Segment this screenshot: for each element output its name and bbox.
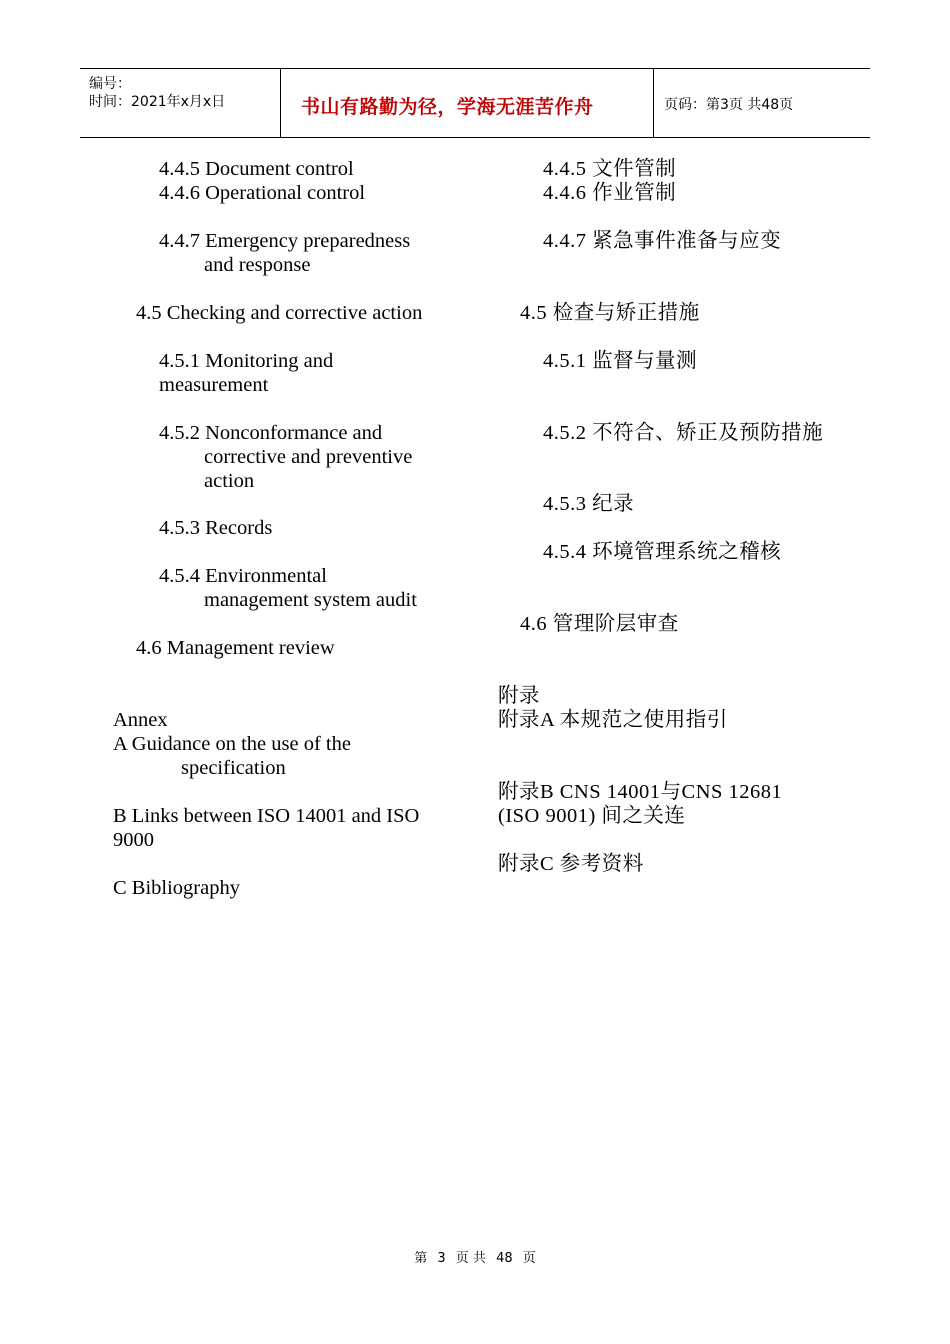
header-motto-cell — [281, 69, 654, 137]
toc-en-4-4-7-line1: 4.4.7 Emergency preparedness — [159, 230, 411, 252]
header-page-cell — [654, 69, 870, 137]
toc-en-4-4-5: 4.4.5 Document control — [159, 158, 354, 180]
toc-zh-4-5-3: 4.5.3 纪录 — [543, 493, 635, 515]
toc-en-4-5-4-line1: 4.5.4 Environmental — [159, 565, 327, 587]
toc-en-annex-c: C Bibliography — [113, 877, 240, 899]
toc-zh-4-4-6: 4.4.6 作业管制 — [543, 182, 677, 204]
toc-en-annex-a-line1: A Guidance on the use of the — [113, 733, 351, 755]
toc-zh-annex: 附录 — [498, 685, 540, 707]
toc-zh-4-5-2: 4.5.2 不符合、矫正及预防措施 — [543, 422, 824, 444]
toc-en-4-4-6: 4.4.6 Operational control — [159, 182, 366, 204]
header-motto: 书山有路勤为径，学海无涯苦作舟 — [301, 96, 594, 118]
toc-en-4-5-2-line2: corrective and preventive — [204, 446, 413, 468]
toc-zh-4-4-5: 4.4.5 文件管制 — [543, 158, 677, 180]
toc-en-annex-a-line2: specification — [181, 757, 286, 779]
footer-page-suffix: 页 — [522, 1251, 536, 1266]
toc-zh-annex-c: 附录C 参考资料 — [498, 853, 644, 875]
page-footer — [0, 1247, 950, 1266]
toc-en-4-5: 4.5 Checking and corrective action — [136, 302, 423, 324]
toc-en-4-5-2-line1: 4.5.2 Nonconformance and — [159, 422, 383, 444]
toc-zh-4-6: 4.6 管理阶层审查 — [520, 613, 679, 635]
toc-zh-4-4-7: 4.4.7 紧急事件准备与应变 — [543, 230, 782, 252]
toc-en-annex: Annex — [113, 709, 168, 731]
page-header — [80, 68, 870, 138]
toc-zh-annex-a: 附录A 本规范之使用指引 — [498, 709, 728, 731]
document-date-label: 时间：2021年x月x日 — [89, 94, 226, 110]
toc-zh-4-5: 4.5 检查与矫正措施 — [520, 302, 700, 324]
toc-zh-4-5-4: 4.5.4 环境管理系统之稽核 — [543, 541, 782, 563]
toc-en-4-5-1-line2: measurement — [159, 374, 269, 396]
footer-page-mid: 页 共 — [455, 1251, 486, 1266]
header-page-info: 页码：第3页 共48页 — [664, 97, 794, 113]
toc-en-annex-b-line1: B Links between ISO 14001 and ISO — [113, 805, 420, 827]
toc-en-4-5-4-line2: management system audit — [204, 589, 417, 611]
footer-page-total: 48 — [496, 1251, 513, 1266]
toc-en-4-5-1-line1: 4.5.1 Monitoring and — [159, 350, 334, 372]
toc-zh-4-5-1: 4.5.1 监督与量测 — [543, 350, 698, 372]
header-meta-cell — [80, 69, 281, 137]
toc-zh-annex-b-line1: 附录B CNS 14001与CNS 12681 — [498, 781, 783, 803]
toc-en-annex-b-line2: 9000 — [113, 829, 154, 851]
toc-en-4-5-2-line3: action — [204, 470, 255, 492]
footer-page-number: 3 — [437, 1251, 446, 1266]
toc-en-4-4-7-line2: and response — [204, 254, 311, 276]
document-number-label: 编号： — [89, 76, 131, 92]
toc-zh-annex-b-line2: (ISO 9001) 间之关连 — [498, 805, 686, 827]
footer-page-prefix: 第 — [414, 1251, 428, 1266]
toc-en-4-5-3: 4.5.3 Records — [159, 517, 273, 539]
toc-en-4-6: 4.6 Management review — [136, 637, 335, 659]
